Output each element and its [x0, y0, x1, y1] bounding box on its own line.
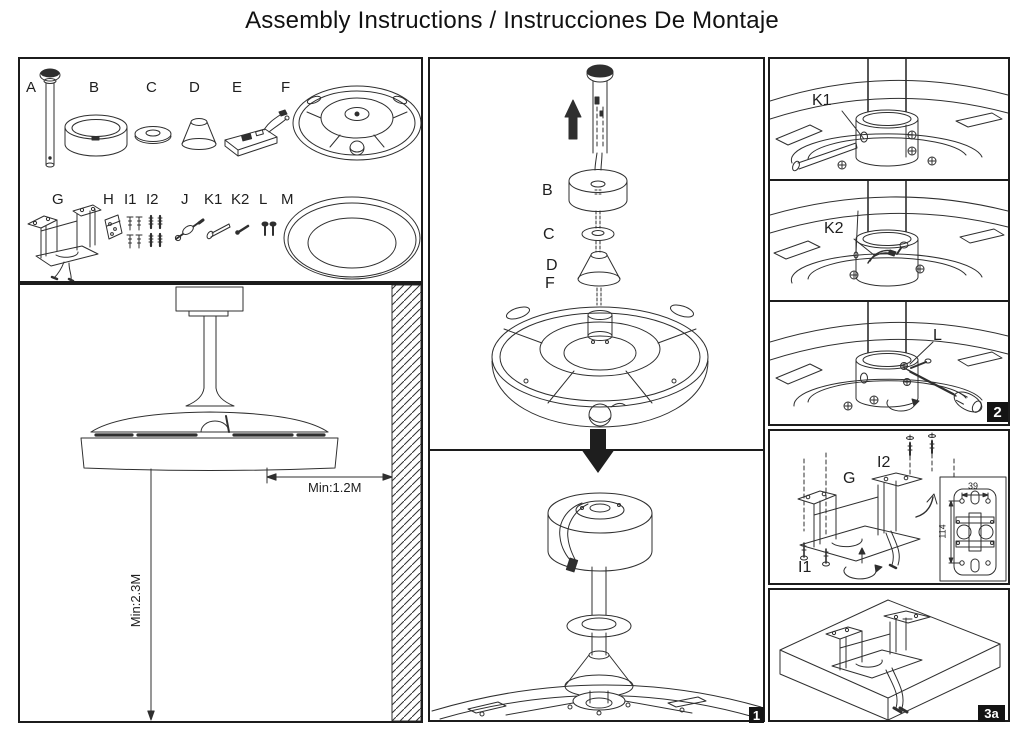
- step2-l-panel: [768, 302, 1010, 426]
- step1-label-f: F: [545, 275, 555, 292]
- step3a-hardware-panel: [768, 429, 1010, 585]
- fan-top-drawing: [432, 685, 761, 719]
- part-i1-screws-drawing: [127, 217, 142, 248]
- part-label-k1: K1: [204, 191, 223, 208]
- part-label-c: C: [146, 79, 157, 96]
- step2-k1-label: K1: [812, 92, 832, 109]
- parts-diagram: [20, 59, 421, 281]
- mounted-bracket-drawing: [826, 611, 930, 712]
- part-k1-pin-drawing: [206, 224, 230, 240]
- part-label-f: F: [281, 79, 291, 96]
- part-label-g: G: [52, 191, 64, 208]
- step2-badge: 2: [987, 402, 1008, 422]
- i1-screws-drawing: [801, 543, 958, 566]
- l-leader-line: [910, 342, 933, 364]
- step2-l-label: L: [933, 327, 942, 344]
- part-h-bracket-drawing: [105, 215, 122, 239]
- part-b-canopy-drawing: [65, 115, 127, 156]
- part-label-b: B: [89, 79, 100, 96]
- part-label-m: M: [281, 191, 294, 208]
- part-label-i2: I2: [146, 191, 159, 208]
- part-label-l: L: [259, 191, 268, 208]
- part-j-connector-drawing: [175, 220, 203, 241]
- part-label-a: A: [26, 79, 37, 96]
- floor-clearance-label: Min:2.3M: [128, 573, 144, 628]
- part-f-housing-drawing: [293, 86, 421, 160]
- step1-assembled-panel: [428, 451, 765, 722]
- canopy-b-drawing: [569, 170, 627, 229]
- step1-label-b: B: [542, 182, 553, 199]
- step1-assembled-diagram: [430, 451, 763, 720]
- part-m-ring-drawing: [284, 197, 420, 279]
- step2-k1-diagram: [770, 59, 1008, 179]
- part-l-screws-drawing: [262, 222, 276, 235]
- part-e-receiver-drawing: [225, 110, 289, 156]
- part-label-j: J: [181, 191, 189, 208]
- washer-c-drawing: [582, 228, 614, 253]
- floor-dimension: [148, 469, 154, 720]
- step3a-g-label: G: [843, 470, 856, 487]
- rotate-arrow-icon: [887, 399, 919, 411]
- step2-k2-panel: [768, 181, 1010, 302]
- k1-pin-drawing: [791, 143, 857, 172]
- step1-label-d: D: [546, 257, 558, 274]
- inset-width-dim: 39: [968, 481, 979, 491]
- step3a-badge: 3a: [978, 705, 1005, 722]
- housing-f-drawing: [492, 303, 708, 427]
- part-k2-pin-drawing: [236, 226, 248, 234]
- part-g-bracket-drawing: [28, 205, 101, 281]
- assembled-rod-drawing: [565, 567, 633, 697]
- wall-hatch: [392, 285, 421, 721]
- down-arrow-icon: [581, 429, 615, 473]
- i2-anchors-drawing: [907, 435, 936, 456]
- mounted-fan-drawing: [81, 287, 338, 471]
- step1-label-c: C: [543, 226, 555, 243]
- clearance-diagram: [20, 285, 421, 721]
- step3a-mounted-panel: [768, 588, 1010, 722]
- part-c-washer-drawing: [135, 127, 171, 144]
- step1-exploded-diagram: [430, 59, 763, 449]
- wall-clearance-label: Min:1.2M: [308, 480, 362, 495]
- parts-overview-panel: [18, 57, 423, 283]
- step1-badge: 1: [749, 707, 764, 723]
- insert-arrow-icon: [916, 494, 937, 517]
- step3a-mounted-diagram: [770, 590, 1008, 720]
- downrod-drawing: [587, 65, 613, 170]
- step2-k2-diagram: [770, 181, 1008, 300]
- cone-d-drawing: [578, 252, 620, 306]
- step3a-i1-label: I1: [798, 559, 812, 576]
- clearance-panel: [18, 283, 423, 723]
- step2-k1-panel: [768, 57, 1010, 181]
- part-i2-anchors-drawing: [149, 216, 162, 246]
- step2-l-diagram: [770, 302, 1008, 424]
- assembled-canopy-drawing: [548, 493, 652, 572]
- part-d-cone-drawing: [182, 119, 216, 150]
- part-label-i1: I1: [124, 191, 137, 208]
- step3a-i2-label: I2: [877, 454, 891, 471]
- up-arrow-icon: [565, 100, 581, 139]
- installed-k1-pin: [856, 211, 858, 253]
- rotate-arrow-icon: [844, 548, 882, 579]
- inset-height-dim: 114: [937, 524, 948, 539]
- bracket-plate-inset: [937, 477, 1006, 581]
- part-label-h: H: [103, 191, 114, 208]
- part-label-e: E: [232, 79, 243, 96]
- part-label-k2: K2: [231, 191, 250, 208]
- part-a-downrod-drawing: [40, 69, 60, 167]
- step1-exploded-panel: [428, 57, 765, 451]
- page-title: Assembly Instructions / Instrucciones De Montaje: [245, 7, 779, 34]
- part-label-d: D: [189, 79, 200, 96]
- step2-k2-label: K2: [824, 220, 844, 237]
- screwdriver-drawing: [904, 368, 985, 416]
